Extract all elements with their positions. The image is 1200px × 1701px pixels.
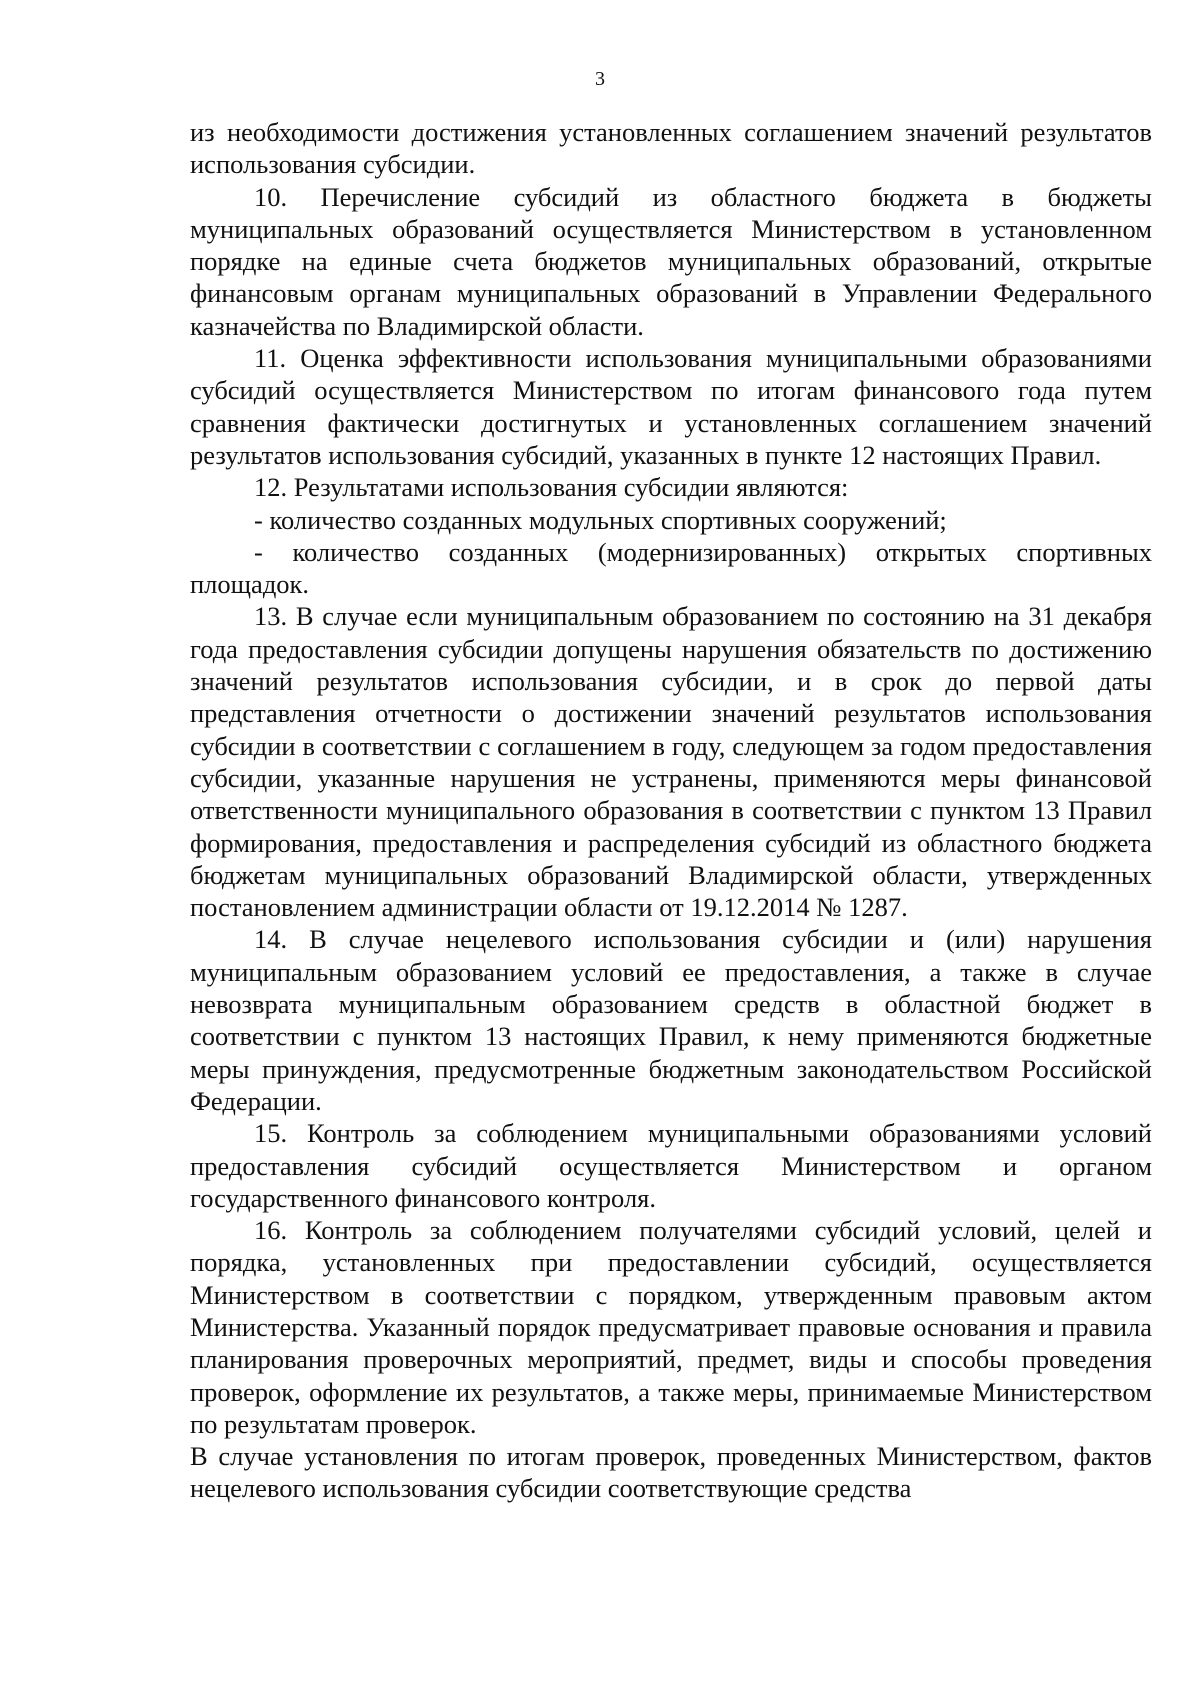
result-item-modular-facilities: - количество созданных модульных спортивных сооружений; [254,504,947,535]
paragraph-12: 12. Результатами использования субсидии являются: [254,472,849,503]
paragraph-16: 16. Контроль за соблюдением получателями субсидий условий, целей и порядка, установленных при предоставлении субсидий, осуществляется Министерством в соответствии с порядком, утвержденным правовым актом Министерства. Указанный порядок предусматривает правовые основания и правила планирования проверочных мероприятий, предмет, виды и способы проведения проверок, оформление их результатов, а также меры, принимаемые Министерством по результатам проверок. [190,1215,1152,1439]
paragraph-11: 11. Оценка эффективности использования муниципальными образованиями субсидий осуществляется Министерством по итогам финансового года путем сравнения фактически достигнутых и установленных соглашением значений результатов использования субсидий, указанных в пункте 12 настоящих Правил. [190,343,1152,470]
paragraph-15: 15. Контроль за соблюдением муниципальными образованиями условий предоставления субсидий осуществляется Министерством и органом государственного финансового контроля. [190,1118,1152,1213]
document-body [190,116,1152,1505]
paragraph-continuation: из необходимости достижения установленных соглашением значений результатов использования субсидии. [190,117,1152,180]
result-item-sports-grounds: - количество созданных (модернизированных) открытых спортивных площадок. [190,536,1152,600]
paragraph-14: 14. В случае нецелевого использования субсидии и (или) нарушения муниципальным образованием условий ее предоставления, а также в случае невозврата муниципальным образованием средств в областной бюджет в соответствии с пунктом 13 настоящих Правил, к нему применяются бюджетные меры принуждения, предусмотренные бюджетным законодательством Российской Федерации. [190,924,1152,1116]
paragraph-13: 13. В случае если муниципальным образованием по состоянию на 31 декабря года предоставления субсидии допущены нарушения обязательств по достижению значений результатов использования субсидии, и в срок до первой даты представления отчетности о достижении значений результатов использования субсидии в соответствии с соглашением в году, следующем за годом предоставления субсидии, указанные нарушения не устранены, применяются меры финансовой ответственности муниципального образования в соответствии с пунктом 13 Правил формирования, предоставления и распределения субсидий из областного бюджета бюджетам муниципальных образований Владимирской области, утвержденных постановлением администрации области от 19.12.2014 № 1287. [190,601,1152,923]
paragraph-10: 10. Перечисление субсидий из областного бюджета в бюджеты муниципальных образований осуществляется Министерством в установленном порядке на единые счета бюджетов муниципальных образований, открытые финансовым органам муниципальных образований в Управлении Федерального казначейства по Владимирской области. [190,181,1152,341]
page-number: 3 [595,68,605,90]
paragraph-16-continuation: В случае установления по итогам проверок, проведенных Министерством, фактов нецелевого использования субсидии соответствующие средства [190,1441,1152,1504]
